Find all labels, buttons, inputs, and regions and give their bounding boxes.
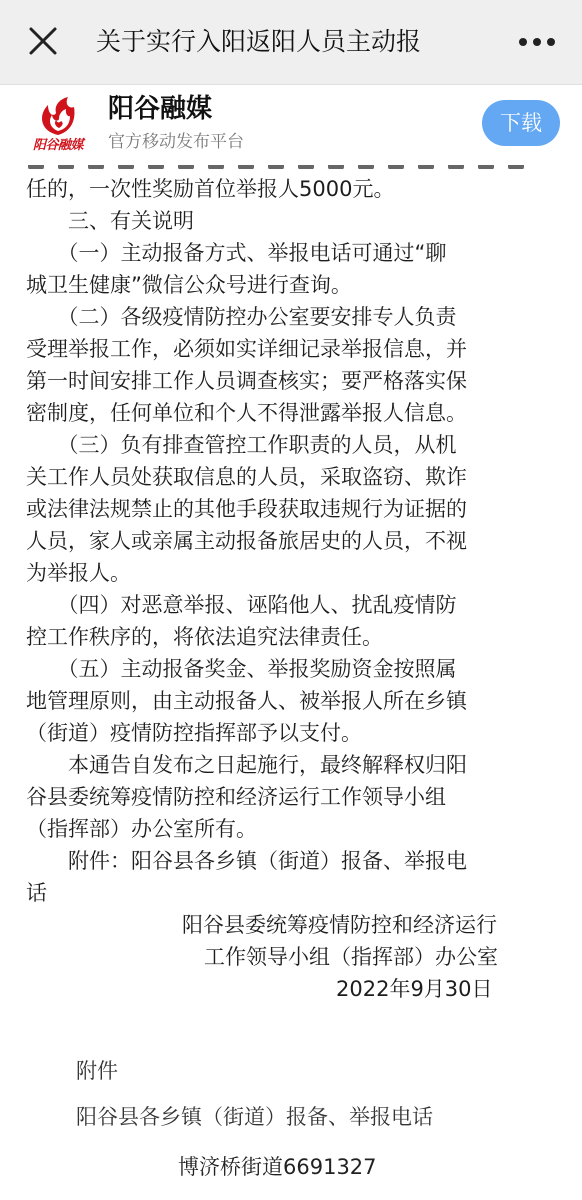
article-line: （指挥部）办公室所有。 <box>26 817 257 841</box>
article-line: （三）负有排查管控工作职责的人员，从机 <box>26 433 457 457</box>
top-navigation-bar <box>0 0 582 85</box>
article-line: 城卫生健康”微信公众号进行查询。 <box>26 273 352 297</box>
article-line: （四）对恶意举报、诬陷他人、扰乱疫情防 <box>26 593 457 617</box>
signature-org-line-1: 阳谷县委统筹疫情防控和经济运行 <box>182 913 497 937</box>
article-line: （一）主动报备方式、举报电话可通过“聊 <box>26 241 447 265</box>
clipped-text-line <box>178 1193 268 1200</box>
app-name: 阳谷融媒 <box>108 94 213 124</box>
logo-text: 阳谷融媒 <box>32 138 83 153</box>
page-title: 关于实行入阳返阳人员主动报 <box>96 27 422 56</box>
article-line: （二）各级疫情防控办公室要安排专人负责 <box>26 305 457 329</box>
article-line: 控工作秩序的，将依法追究法律责任。 <box>26 625 383 649</box>
app-logo <box>28 95 88 155</box>
article-line: 人员，家人或亲属主动报备旅居史的人员，不视 <box>26 529 467 553</box>
article-line: 附件：阳谷县各乡镇（街道）报备、举报电 <box>26 849 467 873</box>
flame-logo-icon <box>28 95 88 139</box>
article-line: （街道）疫情防控指挥部予以支付。 <box>26 721 362 745</box>
article-line: 第一时间安排工作人员调查核实；要严格落实保 <box>26 369 467 393</box>
close-icon[interactable] <box>26 24 60 58</box>
annex-heading: 附件 <box>76 1059 118 1083</box>
phone-entry: 博济桥街道6691327 <box>178 1155 377 1179</box>
article-line: 任的，一次性奖励首位举报人5000元。 <box>26 177 395 201</box>
signature-date: 2022年9月30日 <box>336 977 493 1001</box>
article-body <box>0 165 582 1200</box>
app-download-banner <box>0 85 582 165</box>
article-line: 地管理原则，由主动报备人、被举报人所在乡镇 <box>26 689 467 713</box>
article-line: 谷县委统筹疫情防控和经济运行工作领导小组 <box>26 785 446 809</box>
download-button[interactable]: 下载 <box>482 100 560 146</box>
article-line: 三、有关说明 <box>26 209 194 233</box>
article-line: 关工作人员处获取信息的人员，采取盗窃、欺诈 <box>26 465 467 489</box>
annex-title: 阳谷县各乡镇（街道）报备、举报电话 <box>76 1105 433 1129</box>
article-line: 受理举报工作，必须如实详细记录举报信息，并 <box>26 337 467 361</box>
article-line: 或法律法规禁止的其他手段获取违规行为证据的 <box>26 497 467 521</box>
article-line: 话 <box>26 881 47 905</box>
article-line: （五）主动报备奖金、举报奖励资金按照属 <box>26 657 457 681</box>
article-line: 本通告自发布之日起施行，最终解释权归阳 <box>26 753 467 777</box>
article-line: 密制度，任何单位和个人不得泄露举报人信息。 <box>26 401 467 425</box>
signature-org-line-2: 工作领导小组（指挥部）办公室 <box>204 945 498 969</box>
app-subtitle: 官方移动发布平台 <box>108 132 244 152</box>
article-line: 为举报人。 <box>26 561 131 585</box>
more-icon[interactable] <box>516 26 558 58</box>
clipped-text-line <box>28 165 558 169</box>
